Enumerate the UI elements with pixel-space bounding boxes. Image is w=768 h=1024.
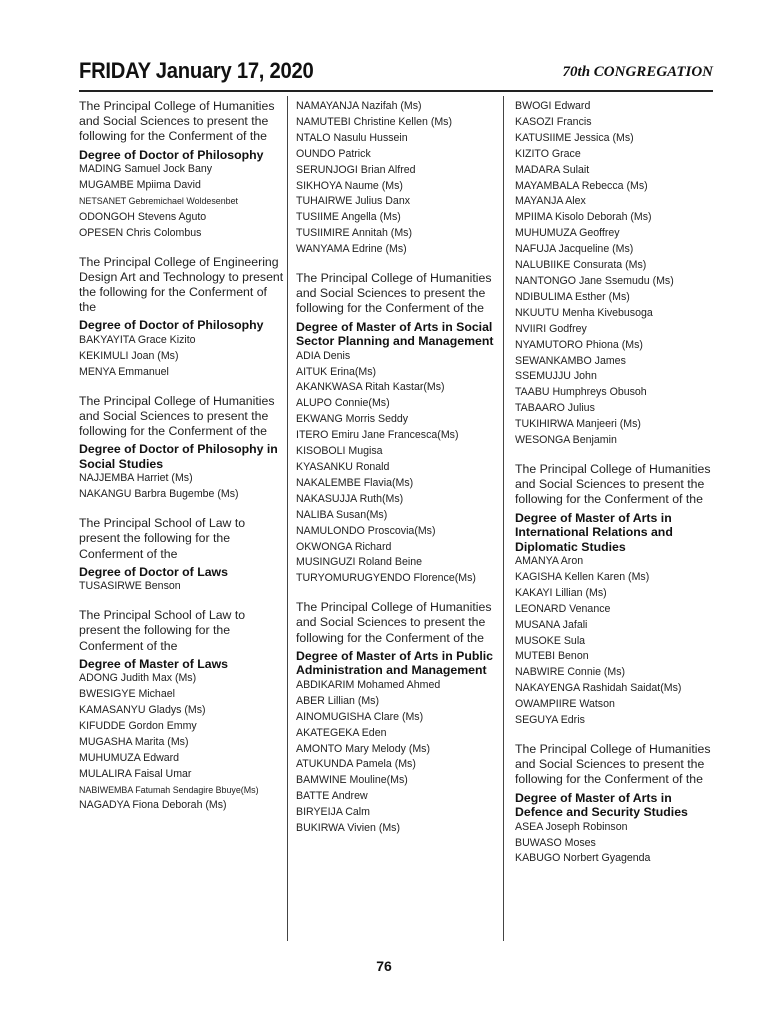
graduate-name: NAGADYA Fiona Deborah (Ms) — [79, 799, 227, 812]
graduate-name: TUSASIRWE Benson — [79, 580, 181, 593]
graduate-name: ITERO Emiru Jane Francesca(Ms) — [296, 429, 459, 442]
graduate-name: SIKHOYA Naume (Ms) — [296, 179, 403, 192]
graduate-name: KASOZI Francis — [515, 115, 592, 128]
graduate-name: BWOGI Edward — [515, 100, 591, 112]
graduate-name: MUGASHA Marita (Ms) — [79, 735, 189, 748]
congregation-title: 70th CONGREGATION — [562, 64, 713, 80]
column-2 — [296, 99, 501, 850]
graduate-name: OKWONGA Richard — [296, 540, 392, 553]
conferment-section — [296, 271, 501, 587]
graduate-name: MADING Samuel Jock Bany — [79, 163, 213, 176]
graduate-name: TABAARO Julius — [515, 402, 595, 415]
graduate-name: ODONGOH Stevens Aguto — [79, 210, 207, 223]
conferment-section — [79, 516, 284, 595]
graduate-name: ASEA Joseph Robinson — [515, 820, 628, 833]
degree-title: Degree of Master of Arts in Social Sector Planning and Management — [296, 319, 494, 349]
degree-title: Degree of Doctor of Laws — [79, 564, 228, 579]
section-intro: The Principal College of Humanities and Social Sciences to present the following for the Conferment of the — [515, 742, 711, 787]
graduate-name: BWESIGYE Michael — [79, 688, 175, 701]
graduate-name: ABER Lillian (Ms) — [296, 694, 380, 707]
graduate-name: KAMASANYU Gladys (Ms) — [79, 704, 206, 717]
graduate-name: NAMAYANJA Nazifah (Ms) — [296, 100, 422, 112]
degree-title: Degree of Master of Laws — [79, 656, 228, 671]
graduate-name: NKUUTU Menha Kivebusoga — [515, 306, 653, 319]
graduate-name: NYAMUTORO Phiona (Ms) — [515, 338, 643, 351]
graduate-name: WESONGA Benjamin — [515, 434, 617, 447]
graduate-name: KATUSIIME Jessica (Ms) — [515, 131, 634, 144]
graduate-name: KYASANKU Ronald — [296, 461, 390, 474]
graduate-name: KEKIMULI Joan (Ms) — [79, 349, 179, 362]
page-number: 76 — [376, 958, 392, 974]
conferment-section — [79, 255, 284, 381]
graduate-name: ADIA Denis — [296, 349, 351, 362]
graduate-name: ALUPO Connie(Ms) — [296, 397, 390, 410]
graduate-name: MUHUMUZA Geoffrey — [515, 227, 620, 240]
graduate-name: ABDIKARIM Mohamed Ahmed — [296, 678, 441, 691]
graduate-name: MENYA Emmanuel — [79, 365, 169, 378]
graduate-name: TUSIIMIRE Annitah (Ms) — [296, 227, 412, 240]
graduate-name: MADARA Sulait — [515, 163, 590, 176]
graduate-name: KAKAYI Lillian (Ms) — [515, 586, 607, 599]
graduate-name: MUSOKE Sula — [515, 634, 586, 647]
graduate-name: BUKIRWA Vivien (Ms) — [296, 822, 400, 835]
graduate-name: MUTEBI Benon — [515, 650, 589, 663]
section-intro: The Principal School of Law to present the following for the Conferment of the — [79, 516, 246, 561]
graduate-name: TUHAIRWE Julius Danx — [296, 195, 411, 208]
graduate-name: KIZITO Grace — [515, 147, 581, 160]
graduate-name: OWAMPIIRE Watson — [515, 698, 615, 711]
conferment-section — [515, 462, 720, 729]
graduate-name: WANYAMA Edrine (Ms) — [296, 243, 407, 256]
degree-title: Degree of Doctor of Philosophy — [79, 318, 264, 333]
graduate-name: MUSINGUZI Roland Beine — [296, 556, 422, 569]
graduate-name: NAJJEMBA Harriet (Ms) — [79, 472, 193, 485]
graduate-name: NABWIRE Connie (Ms) — [515, 666, 626, 679]
graduate-name: NAKANGU Barbra Bugembe (Ms) — [79, 488, 239, 501]
graduate-name: KAGISHA Kellen Karen (Ms) — [515, 570, 650, 583]
graduate-name: NAFUJA Jacqueline (Ms) — [515, 243, 634, 256]
graduate-name: NAMUTEBI Christine Kellen (Ms) — [296, 115, 452, 128]
section-intro: The Principal College of Engineering Design Art and Technology to present the following for the Conferment of the — [79, 254, 284, 315]
degree-title: Degree of Master of Arts in Public Administration and Management — [296, 648, 494, 678]
graduate-name: BAMWINE Mouline(Ms) — [296, 774, 408, 787]
graduate-name: BATTE Andrew — [296, 790, 368, 803]
conferment-section — [79, 394, 284, 503]
graduate-name: TUSIIME Angella (Ms) — [296, 211, 401, 224]
graduate-name: MAYANJA Alex — [515, 195, 586, 208]
graduate-name: NALIBA Susan(Ms) — [296, 508, 388, 521]
graduate-name: LEONARD Venance — [515, 602, 611, 615]
graduate-name: MPIIMA Kisolo Deborah (Ms) — [515, 211, 652, 224]
column-divider — [287, 96, 288, 941]
graduate-name: NETSANET Gebremichael Woldesenbet — [79, 195, 238, 206]
graduate-name: NALUBIIKE Consurata (Ms) — [515, 259, 647, 272]
graduate-name: AINOMUGISHA Clare (Ms) — [296, 710, 424, 723]
degree-title: Degree of Doctor of Philosophy — [79, 147, 264, 162]
graduate-name: AITUK Erina(Ms) — [296, 365, 377, 378]
degree-title: Degree of Doctor of Philosophy in Social Studies — [79, 442, 278, 471]
graduate-name: OPESEN Chris Colombus — [79, 226, 202, 239]
graduate-name: MUSANA Jafali — [515, 618, 588, 631]
graduate-name: AMONTO Mary Melody (Ms) — [296, 742, 430, 755]
graduate-name: ADONG Judith Max (Ms) — [79, 672, 197, 685]
graduate-name: SEGUYA Edris — [515, 714, 585, 727]
column-1 — [79, 99, 284, 827]
graduate-name: NVIIRI Godfrey — [515, 322, 587, 335]
page-header — [79, 58, 713, 88]
section-intro: The Principal College of Humanities and Social Sciences to present the following for the Conferment of the — [79, 393, 275, 439]
graduate-name: SSEMUJJU John — [515, 370, 597, 383]
section-intro: The Principal College of Humanities and Social Sciences to present the following for the Conferment of the — [296, 271, 492, 316]
graduate-name: EKWANG Morris Seddy — [296, 413, 409, 426]
conferment-section — [515, 99, 720, 449]
conferment-section — [296, 600, 501, 837]
conferment-section — [515, 742, 720, 867]
graduate-name: BIRYEIJA Calm — [296, 806, 370, 819]
column-divider — [503, 96, 504, 941]
graduate-name: SEWANKAMBO James — [515, 354, 626, 367]
header-rule — [79, 90, 713, 92]
graduate-name: OUNDO Patrick — [296, 147, 371, 160]
graduate-name: NAKASUJJA Ruth(Ms) — [296, 492, 404, 505]
graduate-name: NAKALEMBE Flavia(Ms) — [296, 476, 414, 489]
conferment-section — [79, 99, 284, 242]
section-intro: The Principal College of Humanities and Social Sciences to present the following for the Conferment of the — [79, 99, 275, 144]
graduate-name: MUHUMUZA Edward — [79, 751, 180, 764]
graduate-name: BAKYAYITA Grace Kizito — [79, 333, 196, 346]
graduate-name: AKANKWASA Ritah Kastar(Ms) — [296, 381, 445, 394]
graduate-name: KISOBOLI Mugisa — [296, 445, 383, 458]
conferment-section — [296, 99, 501, 258]
graduate-name: NAMULONDO Proscovia(Ms) — [296, 524, 436, 537]
degree-title: Degree of Master of Arts in Defence and Security Studies — [515, 790, 688, 820]
graduate-name: NAKAYENGA Rashidah Saidat(Ms) — [515, 682, 682, 695]
graduate-name: MUGAMBE Mpiima David — [79, 179, 201, 192]
graduate-name: KIFUDDE Gordon Emmy — [79, 719, 197, 732]
conferment-section — [79, 608, 284, 814]
graduate-name: ATUKUNDA Pamela (Ms) — [296, 758, 416, 771]
degree-title: Degree of Master of Arts in International Relations and Diplomatic Studies — [515, 510, 673, 554]
graduate-name: NANTONGO Jane Ssemudu (Ms) — [515, 274, 674, 287]
graduate-name: NTALO Nasulu Hussein — [296, 131, 408, 144]
graduate-name: MAYAMBALA Rebecca (Ms) — [515, 179, 648, 192]
section-intro: The Principal College of Humanities and Social Sciences to present the following for the Conferment of the — [515, 461, 711, 507]
graduate-name: SERUNJOGI Brian Alfred — [296, 163, 416, 176]
page-date: FRIDAY January 17, 2020 — [79, 58, 314, 83]
graduate-name: TURYOMURUGYENDO Florence(Ms) — [296, 572, 476, 585]
graduate-name: NABIWEMBA Fatumah Sendagire Bbuye(Ms) — [79, 784, 259, 795]
graduate-name: AMANYA Aron — [515, 555, 584, 568]
graduate-name: BUWASO Moses — [515, 836, 596, 849]
section-intro: The Principal School of Law to present the following for the Conferment of the — [79, 608, 246, 653]
section-intro: The Principal College of Humanities and Social Sciences to present the following for the Conferment of the — [296, 600, 492, 645]
graduate-name: KABUGO Norbert Gyagenda — [515, 852, 651, 865]
graduate-name: TAABU Humphreys Obusoh — [515, 386, 647, 399]
column-3 — [515, 99, 720, 880]
graduate-name: TUKIHIRWA Manjeeri (Ms) — [515, 418, 641, 431]
graduate-name: NDIBULIMA Esther (Ms) — [515, 290, 630, 303]
graduate-name: AKATEGEKA Eden — [296, 726, 387, 739]
graduate-name: MULALIRA Faisal Umar — [79, 767, 192, 780]
